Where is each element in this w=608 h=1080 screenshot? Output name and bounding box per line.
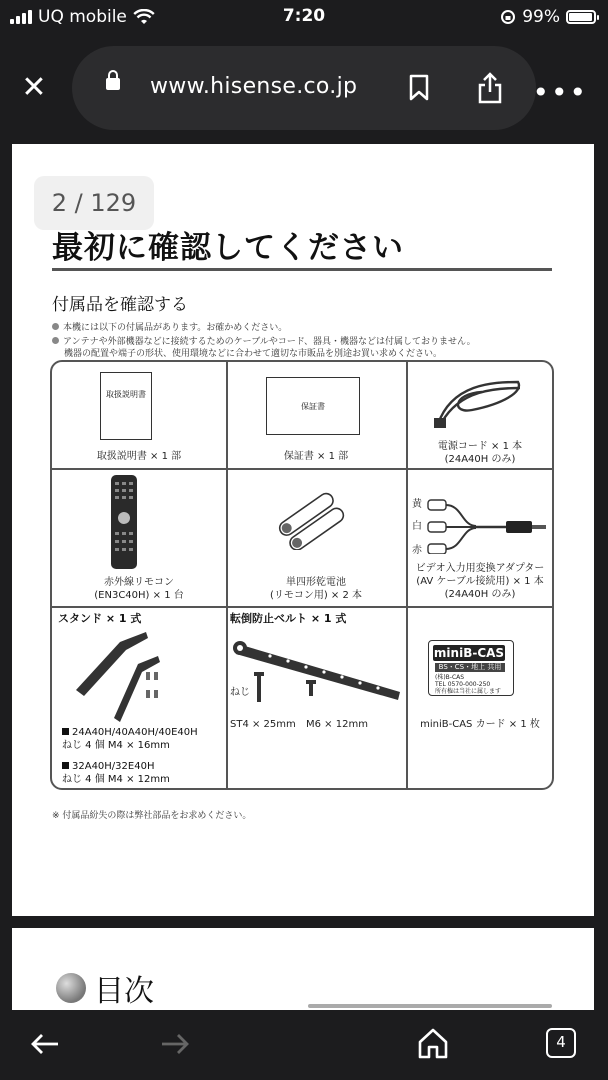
- stand-icon: [70, 628, 170, 724]
- bullet-icon: [52, 337, 59, 344]
- carrier-name: UQ mobile: [38, 7, 127, 27]
- footnote: ※ 付属品紛失の際は弊社部品をお求めください。: [52, 811, 252, 821]
- clock: 7:20: [282, 6, 326, 26]
- bookmark-icon[interactable]: [408, 74, 430, 102]
- bottom-toolbar: [0, 1010, 608, 1080]
- lock-icon: [106, 78, 120, 90]
- warranty-illustration: 保証書: [266, 377, 360, 435]
- adapter-red-label: 赤: [412, 545, 422, 556]
- section-title: 付属品を確認する: [52, 295, 188, 315]
- minib-cas-card-illustration: [428, 640, 514, 696]
- warranty-label: 保証書 × 1 部: [283, 451, 349, 462]
- note-1: 本機には以下の付属品があります。お確かめください。: [52, 320, 287, 333]
- address-bar[interactable]: [72, 46, 536, 130]
- power-cord-icon: [432, 374, 526, 432]
- page-indicator: 2 / 129: [34, 176, 154, 230]
- adapter-label: ビデオ入力用変換アダプター (AV ケーブル接続用) × 1 本 (24A40H のみ): [415, 563, 545, 600]
- battery-icon: [566, 10, 596, 24]
- cas-logo: miniB-CAS: [433, 646, 505, 660]
- stand-spec-1: 24A40H/40A40H/40E40H ねじ 4 個 M4 × 16mm: [62, 727, 198, 751]
- manual-label: 取扱説明書 × 1 部: [96, 451, 182, 462]
- remote-label: 赤外線リモコン (EN3C40H) × 1 台: [94, 577, 184, 601]
- bullet-square-icon: [62, 762, 69, 769]
- title-divider: [52, 268, 552, 271]
- grid-line: [52, 468, 552, 470]
- stand-title: スタンド × 1 式: [58, 612, 142, 625]
- screw-icon: [252, 672, 322, 706]
- adapter-white-label: 白: [412, 521, 422, 532]
- belt-spec-1: ST4 × 25mm: [230, 719, 296, 730]
- status-bar: [0, 0, 608, 36]
- power-cord-label: 電源コード × 1 本 (24A40H のみ): [437, 441, 523, 465]
- cas-small-text: (株)B-CAS TEL 0570-000-250 所有権は当社に属します: [435, 674, 502, 695]
- battery-illustration-icon: [274, 490, 354, 550]
- belt-screw-label: ねじ: [230, 687, 250, 698]
- tabs-button[interactable]: 4: [546, 1028, 576, 1058]
- av-adapter-icon: [426, 496, 550, 554]
- more-icon[interactable]: •••: [532, 76, 588, 109]
- battery-percent: 99%: [522, 7, 560, 27]
- bullet-square-icon: [62, 728, 69, 735]
- page-title: 最初に確認してください: [52, 230, 404, 266]
- status-right: [500, 7, 596, 27]
- bullet-ball-icon: [56, 973, 86, 1003]
- url-text[interactable]: www.hisense.co.jp: [150, 74, 358, 99]
- belt-title: 転倒防止ベルト × 1 式: [230, 612, 347, 625]
- scroll-indicator[interactable]: [308, 1004, 552, 1008]
- remote-control-icon: [110, 474, 138, 570]
- toc-heading: 目次: [56, 966, 154, 1010]
- grid-line: [52, 606, 552, 608]
- note-3: 機器の配置や端子の形状、使用環境などに合わせて適切な市販品を別途お買い求めください。: [64, 349, 443, 359]
- share-icon[interactable]: [476, 72, 504, 104]
- battery-label: 単四形乾電池 (リモコン用) × 2 本: [269, 577, 363, 601]
- close-icon[interactable]: ✕: [21, 70, 47, 105]
- minib-cas-label: miniB-CAS カード × 1 枚: [420, 719, 540, 730]
- belt-spec-2: M6 × 12mm: [306, 719, 368, 730]
- adapter-yellow-label: 黄: [412, 499, 422, 510]
- cas-sub: BS・CS・地上 共用: [435, 663, 505, 672]
- forward-arrow-icon[interactable]: [160, 1032, 190, 1056]
- back-arrow-icon[interactable]: [30, 1032, 60, 1056]
- grid-line: [226, 362, 228, 788]
- stand-spec-2: 32A40H/32E40H ねじ 4 個 M4 × 12mm: [62, 761, 170, 785]
- home-icon[interactable]: [416, 1026, 450, 1060]
- browser-toolbar: [0, 46, 608, 130]
- rotation-lock-icon: [500, 9, 516, 25]
- bullet-icon: [52, 323, 59, 330]
- manual-illustration: 取扱説明書: [100, 372, 152, 440]
- note-2: アンテナや外部機器などに接続するためのケーブルやコード、器具・機器などは付属しておりません。: [52, 334, 476, 347]
